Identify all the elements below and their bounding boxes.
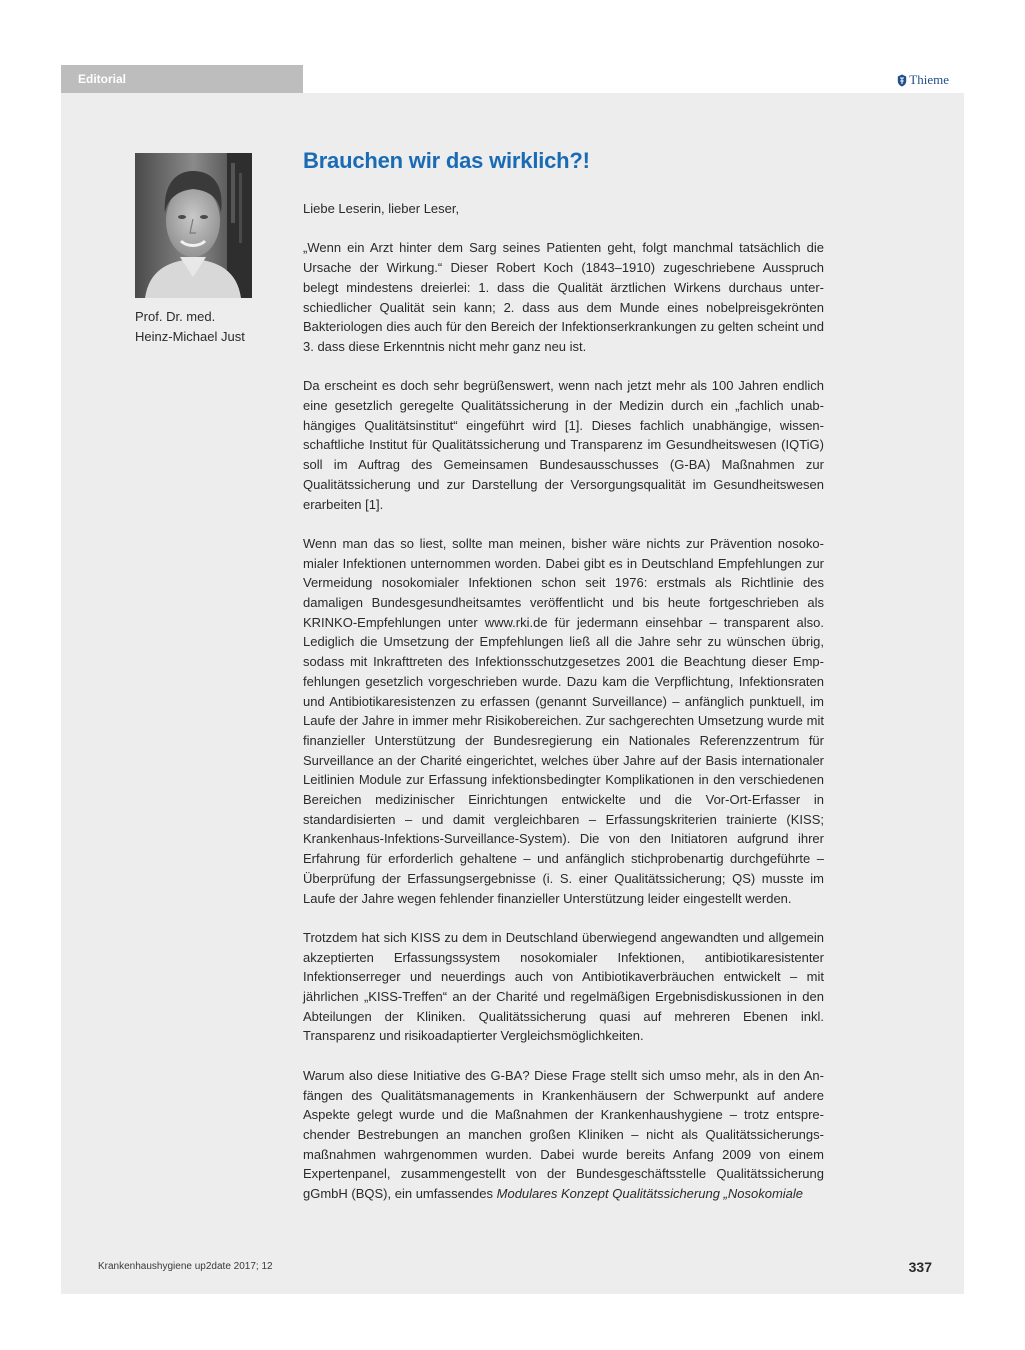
paragraph: Da erscheint es doch sehr begrüßenswert, wenn nach jetzt mehr als 100 Jahren endlich eine gesetzlich geregelte Qualitätssicherung in der Medizin durch ein „fachlich unabhängiges Qualitätsinstitut“ eingeführt wird [1]. Dieses fachlich unabhängige, wissenschaftliche Institut für Qualitätssicherung und Transparenz im Gesundheitswesen (IQTiG) soll im Auftrag des Gemeinsamen Bundesausschusses (G-BA) Maßnahmen zur Qualitätssicherung und zur Darstellung der Versorgungsqualität im Gesundheitswesen erarbeiten [1]. — [303, 378, 824, 512]
author-title: Prof. Dr. med. — [135, 309, 216, 324]
publisher-name: Thieme — [909, 72, 949, 87]
greeting: Liebe Leserin, lieber Leser, — [303, 201, 460, 216]
article-body — [303, 199, 824, 1204]
publisher-logo — [897, 72, 949, 88]
author-caption — [135, 307, 285, 347]
author-name: Heinz-Michael Just — [135, 329, 245, 344]
author-portrait — [135, 153, 252, 298]
italic-concept-title: Modulares Konzept Qualitätssicherung „Nosokomiale — [496, 1186, 804, 1202]
thieme-emblem-icon — [897, 74, 907, 87]
journal-citation: Krankenhaushygiene up2date 2017; 12 — [98, 1261, 273, 1272]
section-label: Editorial — [61, 65, 303, 93]
paragraph-text: Warum also diese Initiative des G-BA? Diese Frage stellt sich umso mehr, als in den Anfängen des Qualitätsmanagements in Krankenhäusern der Schwerpunkt auf andere Aspekte gelegt wurde und die Maßnahmen der Krankenhaushygiene – trotz entsprechender Bestrebungen an manchen großen Kliniken – nicht als Qualitätssicherungsmaßnahmen wahrgenommen wurden. Dabei wurde bereits Anfang 2009 von einem Expertenpanel, zusammengestellt von der Bundesgeschäftsstelle Qualitätssicherung gGmbH (BQS), ein umfassendes — [303, 1067, 824, 1202]
paragraph: „Wenn ein Arzt hinter dem Sarg seines Patienten geht, folgt manchmal tatsächlich die Ursache der Wirkung.“ Dieser Robert Koch (1843–1910) zugeschriebene Ausspruch belegt mindestens dreierlei: 1. dass die Qualität ärztlichen Wirkens durchaus unterschiedlicher Qualität sein kann; 2. dass aus dem Munde eines nobelpreisgekrönten Bakteriologen dies auch für den Bereich der Infektionserkrankungen zu gelten scheint und 3. dass diese Erkenntnis nicht mehr ganz neu ist. — [303, 240, 824, 354]
paragraph: Trotzdem hat sich KISS zu dem in Deutschland überwiegend angewandten und allgemein akzeptierten Erfassungssystem nosokomialer Infektionen, antibiotikaresistenter Infektionserreger und neuerdings auch von Antibiotikaverbräuchen entwickelt – mit jährlichen „KISS-Treffen“ an der Charité und regelmäßigen Ergebnisdiskussionen in den Abteilungen der Kliniken. Qualitätssicherung quasi auf mehreren Ebenen inkl. Transparenz und risikoadaptierter Vergleichsmöglichkeiten. — [303, 929, 824, 1044]
page-number: 337 — [908, 1259, 932, 1275]
article-title: Brauchen wir das wirklich?! — [303, 148, 590, 173]
paragraph — [303, 1066, 824, 1204]
paragraph: Wenn man das so liest, sollte man meinen, bisher wäre nichts zur Prävention nosokomialer Infektionen unternommen worden. Dabei gibt es in Deutschland Empfehlungen zur Vermeidung nosokomialer Infektionen schon seit 1976: erstmals als Richtlinie des damaligen Bundesgesundheitsamtes veröffentlicht und bis heute fortgeschrieben als KRINKO-Empfehlungen unter www.rki.de für jedermann einsehbar – transparent also. Lediglich die Umsetzung der Empfehlungen ließ all die Jahre sehr zu wünschen übrig, sodass mit Inkrafttreten des Infektionsschutzgesetzes 2001 die Beachtung dieser Empfehlungen gesetzlich vorgeschrieben wurde. Dazu kam die Verpflichtung, Infektionsraten und Antibiotikaresistenzen zu erfassen (genannt Surveillance) – anfänglich punktuell, im Laufe der Jahre in immer mehr Risikobereichen. Zur sachgerechten Umsetzung wurde mit finanzieller Unterstützung der Bundesregierung ein Nationales Referenzzentrum für Surveillance an der Charité eingerichtet, welches über Jahre auf der Basis internationaler Leitlinien Module zur Erfassung infektionsbedingter Komplikationen in den verschiedenen Bereichen medizinischer Einrichtungen entwickelte und die Vor-Ort-Erfasser in standardisierten – und damit vergleichbaren – Erfassungskriterien trainierte (KISS; Krankenhaus-Infektions-Surveillance-System). Die von den Initiatoren aufgrund ihrer Erfahrung für erforderlich gehaltene – und anfänglich stichprobenartig durchgeführte – Überprüfung der Erfassungsergebnisse (i. S. einer Qualitätssicherung; QS) musste im Laufe der Jahre wegen fehlender finanzieller Unterstützung leider eingestellt werden. — [303, 535, 824, 906]
